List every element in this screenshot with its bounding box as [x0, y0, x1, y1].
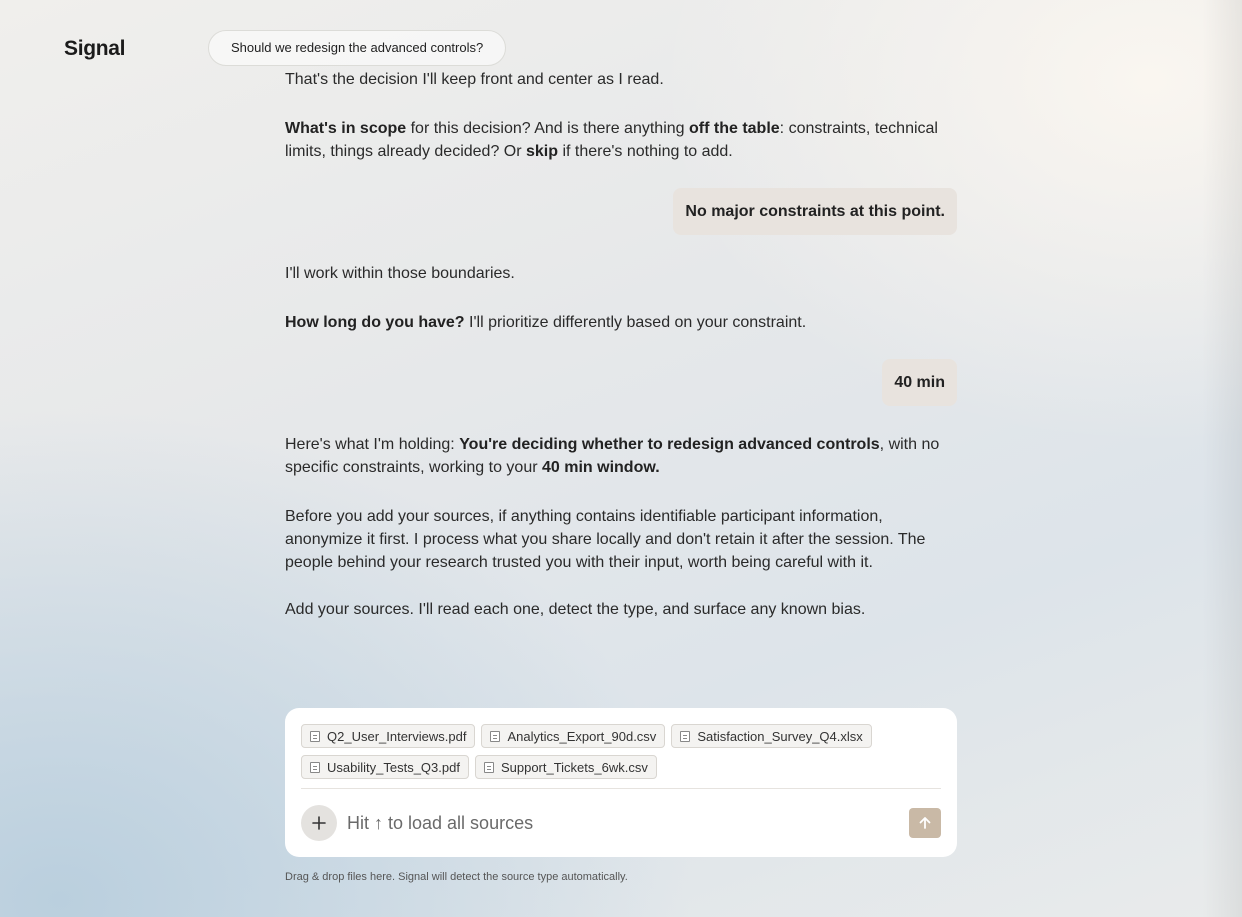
emphasis-text: What's in scope — [285, 120, 407, 137]
user-message-bubble: 40 min — [882, 359, 957, 406]
plus-icon — [311, 815, 327, 831]
message-text: , with no specific constraints, working to your — [285, 436, 940, 476]
message-text: Add your sources. I'll read each one, detect the type, and surface any known bias. — [285, 601, 866, 618]
attachment-chip[interactable] — [301, 755, 469, 779]
document-icon — [310, 762, 320, 773]
assistant-message — [285, 311, 957, 334]
conversation-thread — [285, 0, 957, 690]
document-icon — [310, 731, 320, 742]
attachment-list — [301, 724, 941, 786]
composer — [285, 708, 957, 857]
assistant-message — [285, 262, 957, 285]
app-logo: Signal — [64, 37, 126, 60]
attachment-chip[interactable] — [481, 724, 665, 748]
add-source-button[interactable] — [301, 805, 337, 841]
emphasis-text: How long do you have? — [285, 314, 465, 331]
attachment-chip[interactable] — [301, 724, 475, 748]
attachment-filename: Satisfaction_Survey_Q4.xlsx — [697, 728, 863, 744]
message-text: if there's nothing to add. — [558, 143, 733, 160]
assistant-message — [285, 68, 957, 91]
window-edge-shadow — [1202, 0, 1242, 917]
document-icon — [484, 762, 494, 773]
attachment-filename: Analytics_Export_90d.csv — [507, 728, 657, 744]
assistant-message — [285, 117, 957, 163]
emphasis-text: 40 min window. — [542, 459, 660, 476]
message-input[interactable] — [347, 808, 887, 838]
topic-pill[interactable]: Should we redesign the advanced controls? — [208, 30, 506, 66]
assistant-message — [285, 505, 957, 574]
emphasis-text: skip — [526, 143, 559, 160]
document-icon — [680, 731, 690, 742]
emphasis-text: off the table — [689, 120, 780, 137]
drag-drop-hint: Drag & drop files here. Signal will detect the source type automatically. — [285, 871, 628, 883]
message-text: That's the decision I'll keep front and center as I read. — [285, 71, 664, 88]
emphasis-text: You're deciding whether to redesign advanced controls — [459, 436, 880, 453]
arrow-up-icon — [918, 816, 932, 830]
assistant-message — [285, 598, 957, 621]
message-text: I'll prioritize differently based on your constraint. — [464, 314, 807, 331]
attachment-chip[interactable] — [475, 755, 657, 779]
message-text: for this decision? And is there anything — [406, 120, 689, 137]
attachment-filename: Q2_User_Interviews.pdf — [327, 728, 467, 744]
composer-divider — [301, 788, 941, 789]
document-icon — [490, 731, 500, 742]
message-text: I'll work within those boundaries. — [285, 265, 515, 282]
message-text: : constraints, technical limits, things already decided? Or — [285, 120, 938, 160]
message-text: Here's what I'm holding: — [285, 436, 460, 453]
attachment-filename: Support_Tickets_6wk.csv — [500, 759, 648, 775]
attachment-chip[interactable] — [671, 724, 871, 748]
message-text: Before you add your sources, if anything contains identifiable participant information, anonymize it first. I process what you share locally and don't retain it after the session. The people behind your research trusted you with their input, worth being careful with it. — [285, 508, 926, 571]
send-button[interactable] — [909, 808, 941, 838]
assistant-message — [285, 433, 957, 479]
user-message-bubble: No major constraints at this point. — [673, 188, 957, 235]
attachment-filename: Usability_Tests_Q3.pdf — [327, 759, 460, 775]
